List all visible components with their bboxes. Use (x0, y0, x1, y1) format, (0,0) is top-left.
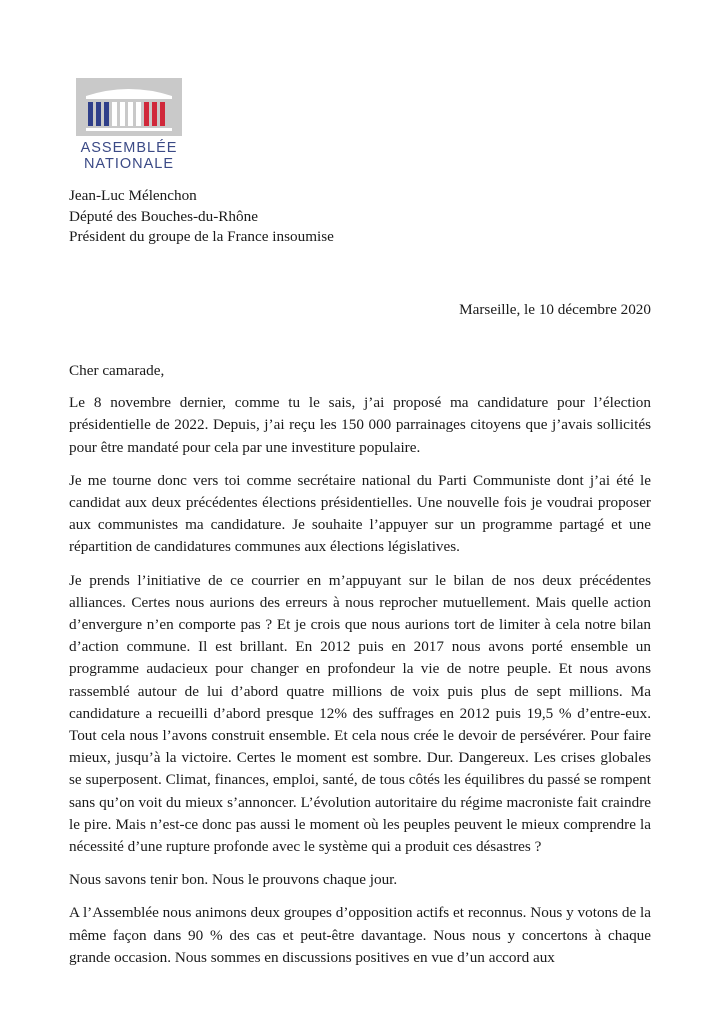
letter-date: Marseille, le 10 décembre 2020 (459, 301, 651, 318)
letter-body (69, 360, 651, 980)
paragraph-5: A l’Assemblée nous animons deux groupes d’opposition actifs et reconnus. Nous y votons de la même façon dans 90 % des cas et peut-être davantage. Nous nous y concertons à chaque grande occasion. Nous sommes en discussions positives en vue d’un accord aux (69, 904, 651, 966)
sender-block (69, 186, 334, 248)
sender-name: Jean-Luc Mélenchon (69, 187, 197, 204)
logo-line-1: ASSEMBLÉE (80, 140, 178, 156)
salutation: Cher camarade, (69, 362, 165, 379)
sender-role-2: Président du groupe de la France insoumise (69, 228, 334, 245)
hemicycle-emblem-icon (76, 78, 182, 136)
logo-wordmark (76, 140, 182, 172)
paragraph-1: Le 8 novembre dernier, comme tu le sais, j’ai proposé ma candidature pour l’élection présidentielle de 2022. Depuis, j’ai reçu les 150 000 parrainages citoyens que j’avais sollicités pour être mandaté pour cela par une investiture populaire. (69, 394, 651, 456)
paragraph-3: Je prends l’initiative de ce courrier en m’appuyant sur le bilan de nos deux précédentes alliances. Certes nous aurions des erreurs à nous reprocher mutuellement. Mais quelle action d’envergure n’en comporte pas ? Et je crois que nous aurions tort de limiter à cela notre bilan d’action commune. Il est brillant. En 2012 puis en 2017 nous avons porté ensemble un programme audacieux pour changer en profondeur la vie de notre peuple. Et nous avons rassemblé autour de lui d’abord quatre millions de voix puis plus de sept millions. Ma candidature a recueilli d’abord presque 12% des suffrages en 2012 puis 19,5 % d’entre-eux. Tout cela nous l’avons construit ensemble. Et cela nous crée le devoir de persévérer. Pour faire mieux, jusqu’à la victoire. Certes le moment est sombre. Dur. Dangereux. Les crises globales se superposent. Climat, finances, emploi, santé, de tous côtés les équilibres du passé se rompent sans qu’on voit du mieux s’annoncer. L’évolution autoritaire du régime macroniste fait craindre le pire. Mais n’est-ce donc pas aussi le moment où les peuples peuvent le mieux comprendre la nécessité d’une rupture profonde avec le système qui a produit ces désastres ? (69, 571, 651, 856)
paragraph-4: Nous savons tenir bon. Nous le prouvons chaque jour. (69, 871, 398, 889)
paragraph-2: Je me tourne donc vers toi comme secrétaire national du Parti Communiste dont j’ai été le candidat aux deux précédentes élections présidentielles. Une nouvelle fois je voudrai proposer aux communistes ma candidature. Je souhaite l’appuyer sur un programme partagé et une répartition de candidatures communes aux élections législatives. (69, 471, 651, 556)
sender-role-1: Député des Bouches-du-Rhône (69, 207, 258, 225)
logo-line-2: NATIONALE (83, 156, 175, 172)
assemblee-nationale-logo (76, 78, 182, 172)
